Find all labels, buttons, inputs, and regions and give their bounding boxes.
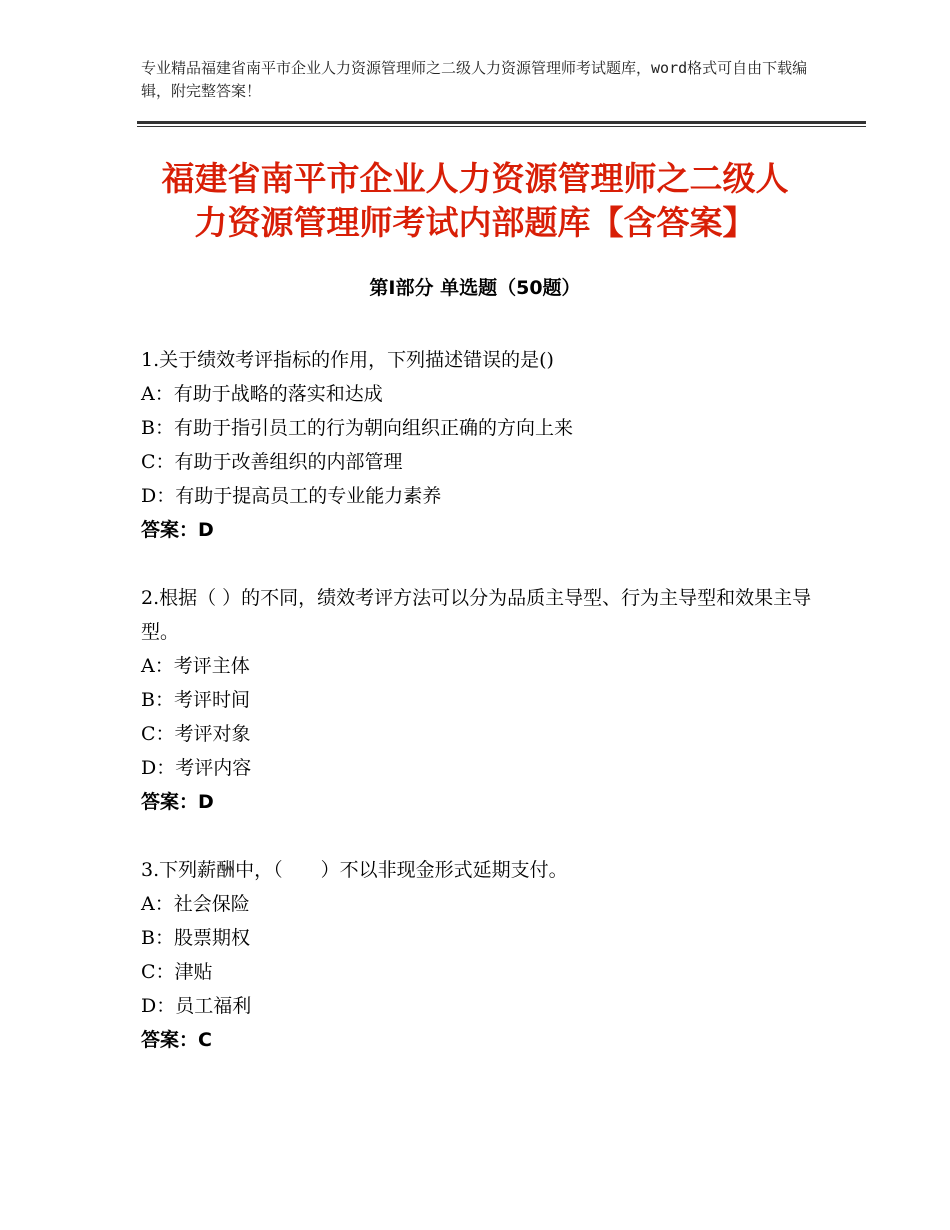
answer-line: 答案：D	[141, 791, 214, 813]
header-note: 专业精品福建省南平市企业人力资源管理师之二级人力资源管理师考试题库，word格式可自由下载编辑，附完整答案！	[141, 59, 808, 100]
question-stem: 1.关于绩效考评指标的作用，下列描述错误的是()	[141, 349, 554, 371]
answer-line: 答案：D	[141, 519, 214, 541]
option-d: D：有助于提高员工的专业能力素养	[141, 485, 442, 507]
header-rule-thick	[137, 121, 866, 124]
question-stem: 3.下列薪酬中，（ ）不以非现金形式延期支付。	[141, 859, 568, 881]
document-title-line-1: 福建省南平市企业人力资源管理师之二级人	[161, 159, 789, 198]
document-title	[100, 157, 850, 245]
option-c: C：有助于改善组织的内部管理	[141, 451, 403, 473]
option-a: A：考评主体	[141, 655, 250, 677]
question-3	[141, 853, 821, 1057]
header-rule-thin	[137, 126, 866, 127]
option-b: B：股票期权	[141, 927, 250, 949]
document-title-line-2: 力资源管理师考试内部题库【含答案】	[194, 203, 756, 242]
question-list	[141, 343, 821, 1091]
option-b: B：有助于指引员工的行为朝向组织正确的方向上来	[141, 417, 573, 439]
question-2	[141, 581, 821, 819]
option-a: A：社会保险	[141, 893, 250, 915]
option-a: A：有助于战略的落实和达成	[141, 383, 383, 405]
option-d: D：员工福利	[141, 995, 252, 1017]
option-c: C：考评对象	[141, 723, 251, 745]
option-c: C：津贴	[141, 961, 213, 983]
option-b: B：考评时间	[141, 689, 250, 711]
section-heading: 第Ⅰ部分 单选题（50题）	[369, 277, 581, 299]
question-1	[141, 343, 821, 547]
question-stem: 2.根据（ ）的不同，绩效考评方法可以分为品质主导型、行为主导型和效果主导型。	[141, 587, 812, 643]
answer-line: 答案：C	[141, 1029, 212, 1051]
option-d: D：考评内容	[141, 757, 252, 779]
